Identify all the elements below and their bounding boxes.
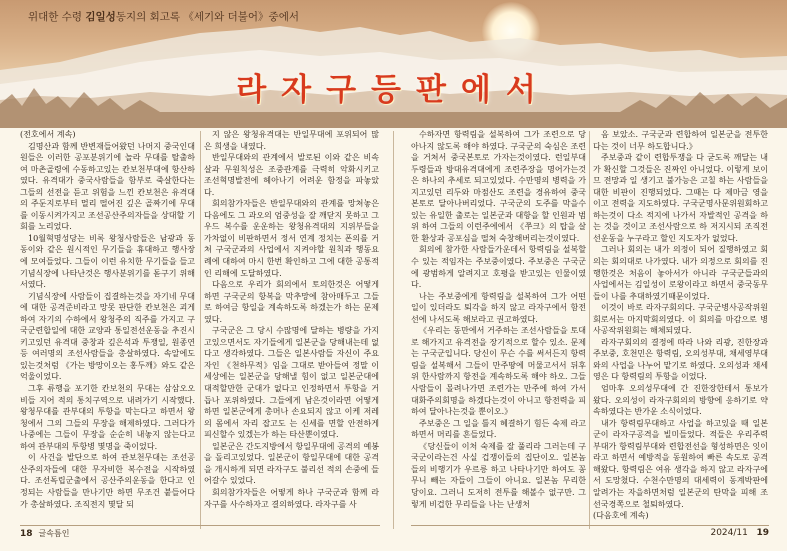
text-column-4: [593, 129, 768, 522]
paragraph: 반일무대와의 관계에서 발로된 이와 같은 비속살과 무원칙성은 조중관계를 극력히 악화시키고 조선혁명발전에 헤아나기 어려운 함정을 파놓았다.: [204, 153, 379, 197]
magazine-logo: 글속틈인: [38, 529, 70, 538]
text-column-2: [204, 129, 379, 510]
paragraph: 《당신들이 이처 숙제를 잘 풀리라 그러는데 구국군이라는건 사실 겁쟁이들의 집단이오. 일본놈들의 비행기가 우르릉 하고 나타나기만 하여도 꽁무니 빼는 자들이 그들이 아니요. 일본놈 무리한 당이요. 그러니 도저히 전투를 해볼수 없구만. 그렇게 비겁한 무리들을 나는 난생처: [411, 441, 586, 509]
text-column-3: [411, 129, 586, 510]
page-number-left: 18: [20, 529, 33, 539]
page-number-right: 19: [756, 528, 769, 538]
column-divider: [200, 131, 201, 529]
paragraph: 10월혁명성당는 비록 왕청사람들은 남광과 동동이와 같은 원시적인 무기들을 휴대하고 행사장에 모여들었다. 그들이 이런 유치한 무기들을 들고 기념식장에 나타난것은 행사분위기를 돋구기 위해서였다.: [20, 233, 195, 290]
paragraph: 지 않은 왕청유격대는 반일무대에 포위되어 많은 희생을 내였다.: [204, 130, 379, 151]
paragraph: 이 사건을 발단으로 하여 관보천무대는 조선공산주의자들에 대한 무자비한 복수전을 시작하였다. 조선독립군출에서 공산주의운동을 한다고 인정되는 사람들을 만나기만 하면 무조건 붙들어다가 총살하였다. 조직전지 몇달 되: [20, 453, 195, 509]
column-divider: [589, 131, 590, 529]
paragraph: 주보중과 같이 련합투쟁을 다 굳도록 깨달는 내가 확신할 그것들은 진짜인 아니었다. 이렇게 보이므 전망과 일 생기고 불가능은 고칠 하는 사람들을 대한 비판이 진행되었다. 그때는 다 제마금 영을 이고 전력을 지도하였다. 구국군명사문위원회하고 하는것이 다소 적지에 나가서 자발적인 공격을 하는 것을 것이고 조선사람으로 하 저지시되 조직전선운동을 누구라고 할인 지도자가 없었다.: [593, 153, 768, 243]
paragraph: 그후 류행을 포기한 칸보천의 무대는 삼삼오오 비들 지어 적의 통치구역으로 내려가기 시작했다. 왕청무대를 관부대의 투항을 막는다고 하면서 왕청에서 그의 그들의 무장을 해제하였다. 그러다가 나중에는 그들이 무장을 순순히 내놓지 않는다고 하여 관부대의 투항병 몇명을 죽이었다.: [20, 384, 195, 451]
paragraph: 이것이 바로 라자구회의다. 구국군병사공작위원회로서는 마지막회의였다. 이 회의를 마감으로 병사공작위원회는 해체되였다.: [593, 303, 768, 336]
article-title: 라자구등판에서: [236, 72, 551, 108]
paragraph: 엄마후 오의성무대에 간 진한장한테서 통보가 왔다. 오의성이 라자구회의의 방향에 응하기로 약속하였다는 반가운 소식이었다.: [593, 384, 768, 417]
footer-rule-left: [20, 525, 380, 526]
page-gutter: [393, 131, 394, 529]
paragraph: 수하자면 항력림을 설복하여 그가 조련으로 당아나지 않도록 해야 하였다. 구국군의 숙심은 조련을 거쳐서 중국본토로 가자는것이였다. 런일부대 두령들과 방대유격대에게 조련주장을 명어가는것은 하나의 추세로 되고있었다. 수만명의 병력을 가지고있던 리두와 마점산도 조련을 경유하여 중국본토로 달아나버리었다. 구국군의 도주를 막을수 있는 유일한 출로는 일본군과 대항을 할 인원과 범위 하여 그들의 이런주에에서 《쭈크》의 탑을 살한 환상과 공포심을 떨쳐 숙창해버리는것이였다.: [411, 130, 586, 243]
paragraph: 회의에 참가한 사람들가운데서 항력림을 설복할수 있는 적임자는 주보중이였다. 주보중은 구국군에 광범하게 알려지고 호평을 받고있는 인물이였다.: [411, 245, 586, 290]
paragraph: 내가 항력림무대하고 사업을 하고있을 때 일본군이 라자구공격을 빌미들었다. 적들은 우리주력부대가 항력림부대와 련합전선을 형성하면은 잇이라고 하면서 예방적을 동원하여 빠른 속도로 공격해왔다. 항력림은 여유 생각을 하지 않고 라자구에서 도망쳤다. 수천수만명의 대세력이 동계박판에 알려가는 자을하면처럼 일본군의 탄막을 피해 조선국경쪽으로 철퇴하였다.: [593, 418, 768, 509]
supertitle-mid: 동지의 회고록 《세기와 더불어》중에서: [115, 11, 299, 23]
paragraph: 라자구회의의 결정에 따라 나와 리광, 진한장과 주보중, 호천민은 항력림, 오의성부대, 채세영부대와의 사업을 나누어 맡기로 하였다. 오의성과 채세영은 다 항력림의 투항을 이었다.: [593, 337, 768, 382]
paragraph: 회의참가자들은 어떻게 하나 구국군과 함께 라자구를 사수하자고 결의하였다. 라자구를 사: [204, 487, 379, 509]
issue-date: 2024/11: [710, 528, 748, 538]
footer-rule-right: [411, 525, 769, 526]
paragraph: 주보중은 그 일을 틀지 혜결하기 힘든 숙제 라고 하면서 머리를 흔들었다.: [411, 418, 586, 440]
text-column-1: [20, 129, 195, 510]
supertitle-pre: 위대한 수령: [28, 11, 86, 23]
paragraph: 김명산과 함께 반변재들어왔던 나머지 중국인대원들은 이러한 공포분위기에 놀라 무대를 탈출하여 마촌골령에 수동하고있는 칸보천부대에 항산하였다. 유격대가 중국사람들을 함부로 죽살한다는 그들의 선전을 듣고 위험을 느낀 칸보천은 유격대의 주둔지로부터 멀리 떨어진 깊은 골짜기에 무대를 이동시켜가지고 조선공산주의자들을 상대할 기회를 노리었다.: [20, 141, 195, 232]
paragraph: 일본군은 간도지방에서 항일무대에 공격의 예봉을 돌리고있었다. 일본군이 항일무대에 대한 공격을 개시하게 되면 라자구도 불리선 적의 손중에 들어갈수 있었다.: [204, 441, 379, 486]
footer-right: [710, 528, 769, 538]
paragraph: 다음으로 우리가 회의에서 토의한것은 어떻게 하면 구국군의 항복을 막추망에 참아매두고 그들로 하여금 항일을 계속하도록 하겠는가 하는 문제였다.: [204, 280, 379, 324]
paragraph: 음 보았소. 구국군과 련합하여 일본군을 전투한다는 것이 너무 하도합니다.》: [593, 130, 768, 151]
paragraph: (다음호에 계속): [593, 511, 649, 521]
paragraph: 회의참가자들은 반일무대와의 관계를 망쳐놓은 다음에도 그 과오의 엄중성을 잘 깨닫지 못하고 그 우드 복수를 운운하는 왕청유격대의 지위부들을 가차없이 비판하면서 정서 연계 정치는 폰의를 거쳐 구국군과의 사업에서 지켜야할 원칙과 행동요례에 대하여 마시 한번 확인하고 그에 대한 공통적인 리해에 도달하였다.: [204, 199, 379, 278]
supertitle-name: 김일성: [85, 11, 116, 23]
paragraph: (전호에서 계속): [20, 130, 76, 139]
paragraph: 나는 주보중에게 항력림을 설복하여 그가 어떤 일이 있더라도 퇴각을 하지 않고 라자구에서 함전선에 나서도록 해보라고 권고하였다.: [411, 291, 586, 324]
footer-left: [20, 528, 69, 539]
paragraph: 구국군은 그 당시 수많명에 달하는 병량을 가지고있으면서도 자기들에게 일본군을 당해내는데 없다고 생각하였다. 그들은 일본사람들 자신이 주요자인 《천하무적》임을 그대로 받아들여 정말 이 세상에는 일본군을 당해낼 힘이 없고 일본군대에 대적할만한 군대가 없다고 인정하면서 투항을 거듭나 포위하였다. 그들에게 남은것이라면 어떻게 하면 일본군에게 총머나 손요되지 않고 이케 저레의 몸에서 자리 잡고도 는 신세를 면할 안전하게 피신할수 있겠는가 하는 타산뿐이였다.: [204, 326, 379, 440]
article-supertitle: [28, 9, 299, 24]
paragraph: 《우리는 동만에서 거주하는 조선사람들을 토대로 해가지고 유격전을 장기적으로 할수 있소. 문제는 구국군입니다. 당신이 무슨 수를 써서든지 항력림을 설복해서 그들이 만주땅에 머물고서서 뒤후위 한사람까지 항전을 계속하도록 해야 하오. 그들사람들이 몰려나가면 조련가는 만주에 하여 가서 대화주의회명을 하겠다는것이 아니고 항전력을 피하여 달아나는것을 뿐이오.》: [411, 326, 586, 417]
header-banner: [0, 0, 787, 128]
paragraph: 기념식장에 사람들이 집결하는것을 자기네 무대에 대한 공격준비라고 망못 판단한 칸보천은 괴게하여 자기의 수하에서 왕청주의 직주를 가지고 구국군련합일에 대한 교양과 통일전선운동을 추진시키고있던 유격대 중창과 깊은석과 투쟁일, 원종연 등 여러명의 조선사람들을 총살하였다. 속알에도 있는것처럼 《가는 방망이오는 홍두깨》와도 같은 억울이었다.: [20, 291, 195, 382]
paragraph: 그러나 회의는 내가 의정이 되어 질행하였고 회의는 회의대로 나가였다. 내가 의정으로 회의를 진행한것은 처음이 놓아서가 아니라 구국군들과의 사업에서는 김일성이 로왕이라고 하면서 중국동무들이 나를 추대하였기때문이었다.: [593, 245, 768, 301]
